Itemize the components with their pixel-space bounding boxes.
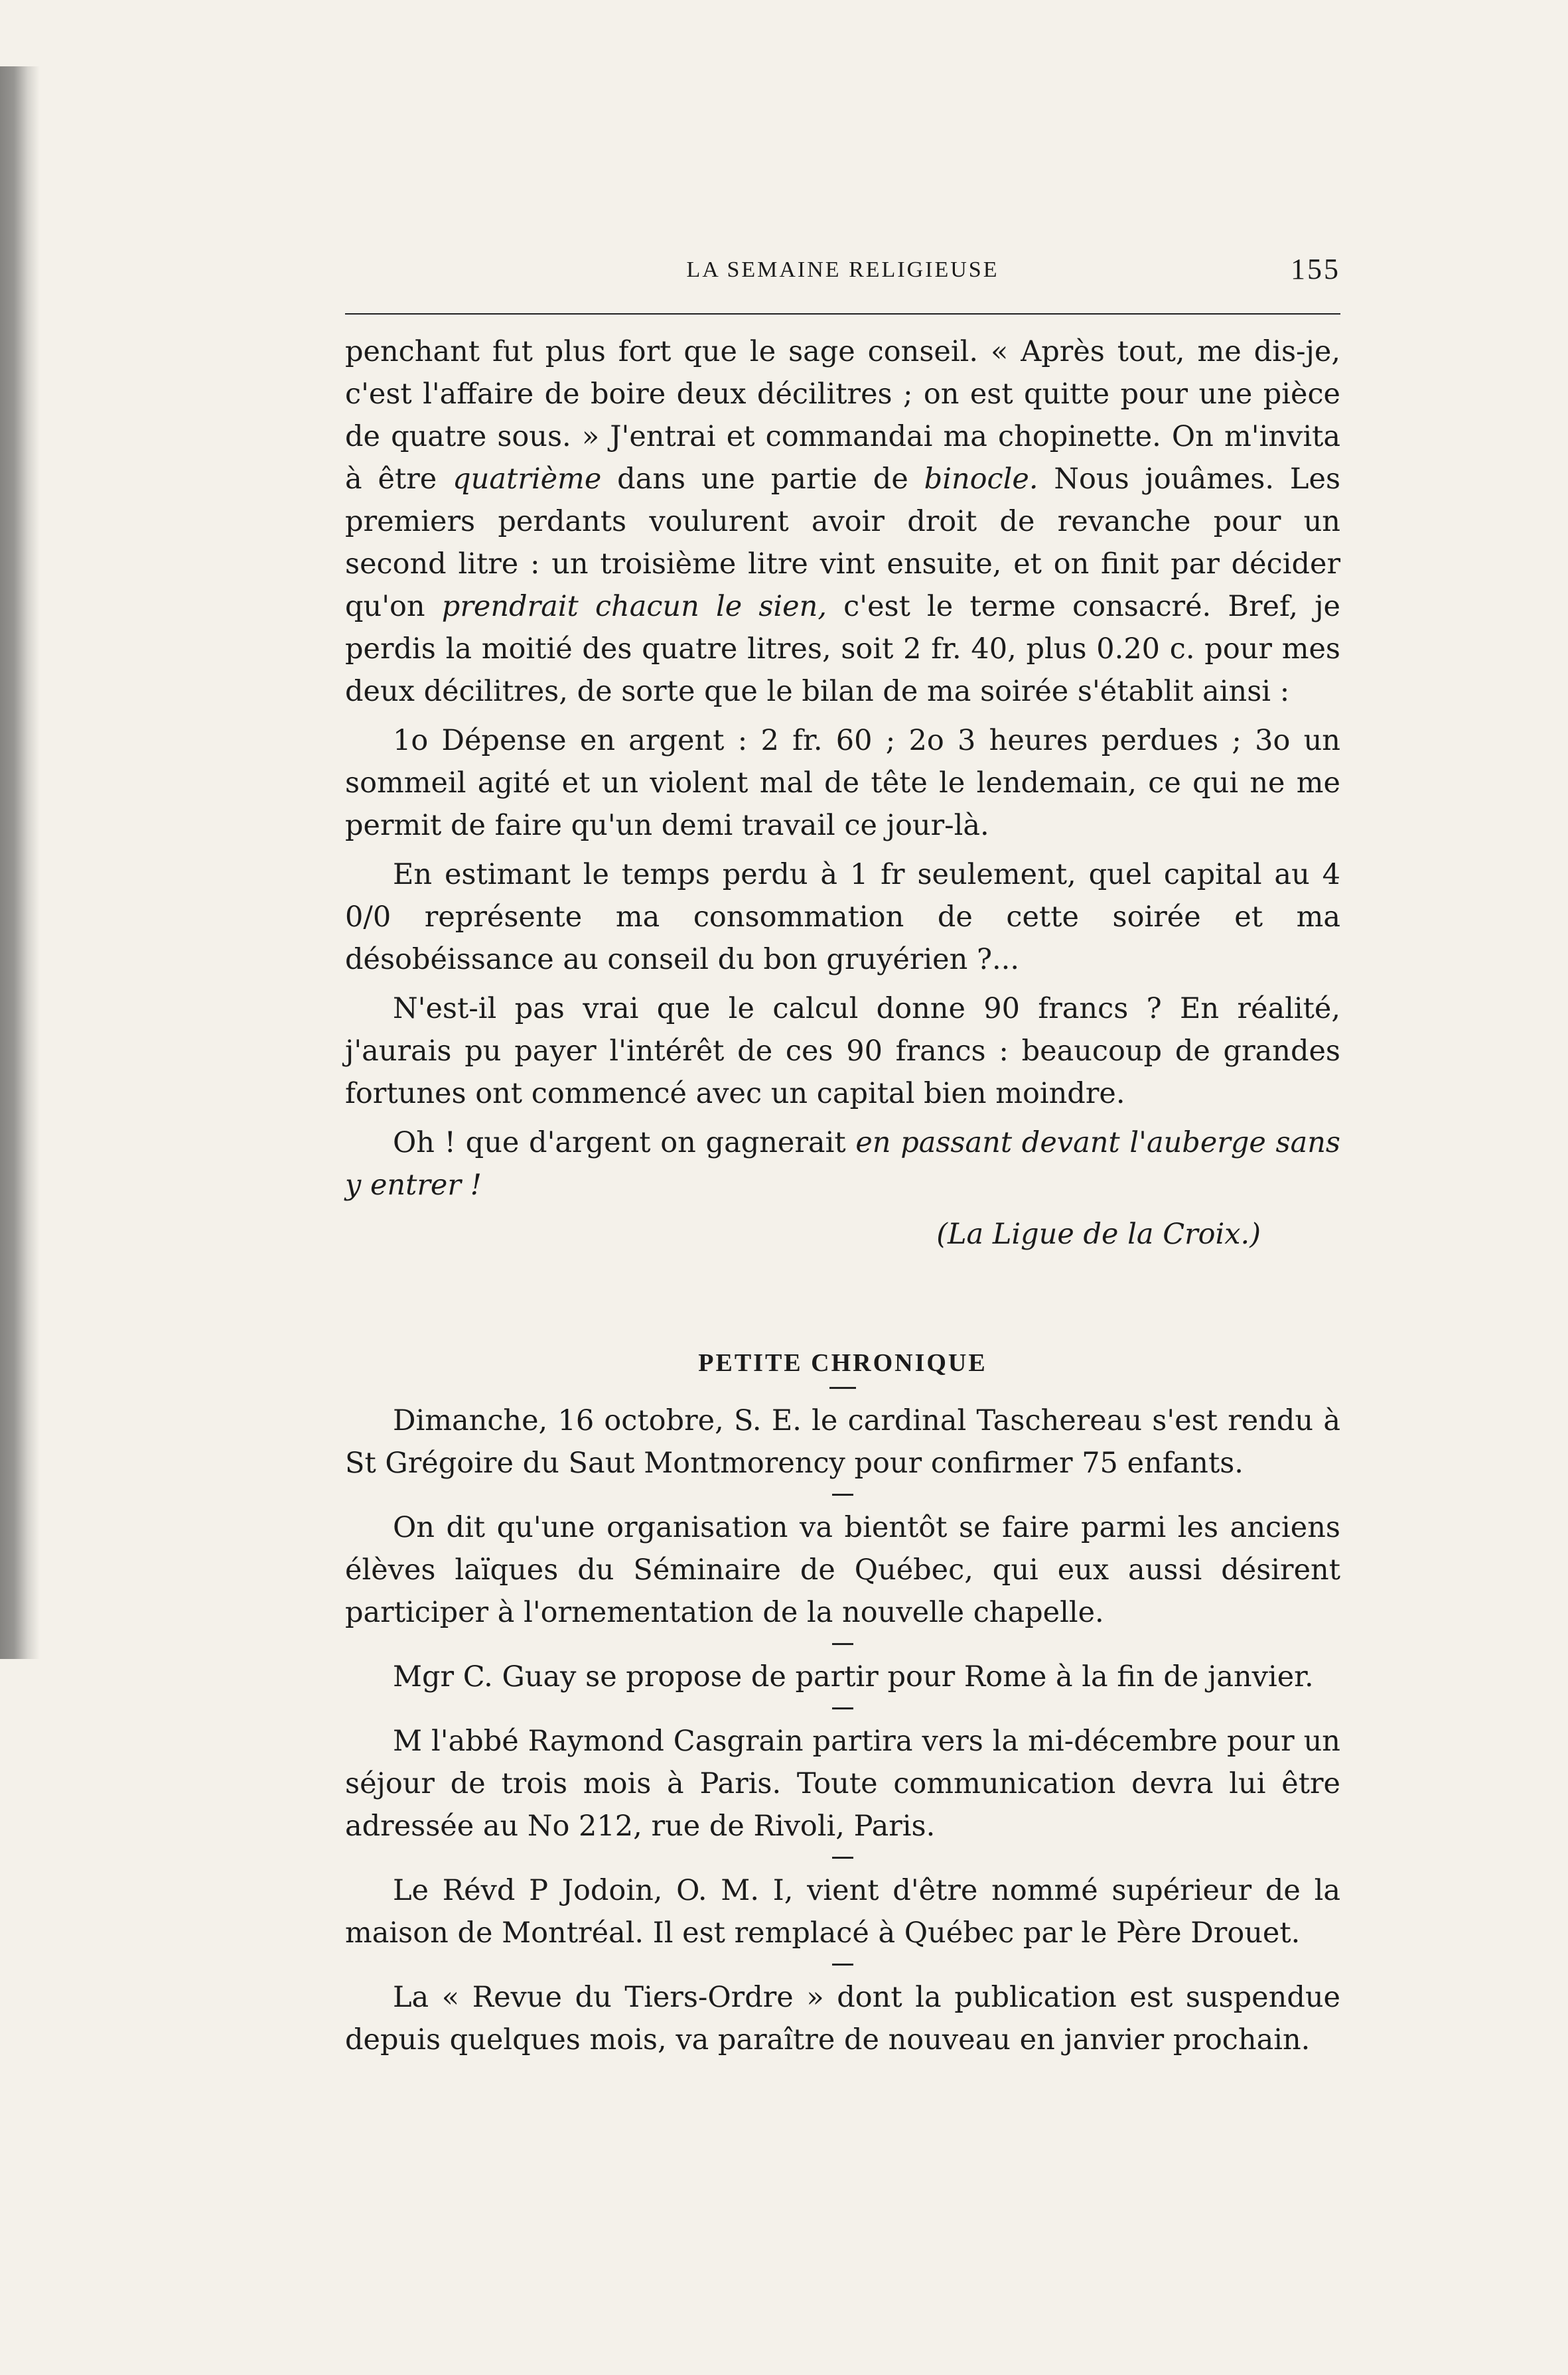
italic-run: en passant devant l'auberge sans y entrer ! — [345, 1126, 1340, 1202]
item-divider — [832, 1494, 853, 1496]
italic-run: quatrième — [453, 463, 602, 496]
item-divider — [832, 1857, 853, 1859]
item-divider — [832, 1964, 853, 1966]
text-run: penchant fut plus fort que le sage conseil. « Après tout, me dis-je, c'est l'affaire de boire deux décilitres ; on est quitte pour une pièce de quatre sous. » J'entrai et commandai ma chopinette. On m'invita à être — [345, 335, 1340, 496]
text-run: Nous jouâmes. Les premiers perdants voulurent avoir droit de revanche pour un second litre : un troisième litre vint ensuite, et on finit par décider qu'on — [345, 463, 1341, 623]
section-divider — [829, 1387, 856, 1389]
header-rule — [345, 313, 1340, 315]
text-run: c'est le terme consacré. Bref, je perdis la moitié des quatre litres, soit 2 fr. 40, plus 0.20 c. pour mes deux décilitres, de sorte que le bilan de ma soirée s'établit ainsi : — [345, 590, 1340, 708]
chronique-item-6: La « Revue du Tiers-Ordre » dont la publication est suspendue depuis quelques mois, va paraître de nouveau en janvier prochain. — [345, 1981, 1340, 2056]
text-column — [345, 252, 1340, 2061]
article-attribution: (La Ligue de la Croix.) — [936, 1218, 1261, 1251]
running-head — [345, 252, 1340, 299]
chronique-item-4: M l'abbé Raymond Casgrain partira vers la mi-décembre pour un séjour de trois mois à Paris. Toute communication devra lui être adressée au No 212, rue de Rivoli, Paris. — [345, 1725, 1340, 1843]
page-number: 155 — [1291, 253, 1340, 285]
chronique-item-1: Dimanche, 16 octobre, S. E. le cardinal Taschereau s'est rendu à St Grégoire du Saut Montmorency pour confirmer 75 enfants. — [345, 1404, 1340, 1480]
item-divider — [832, 1643, 853, 1645]
article-paragraph-2: 1o Dépense en argent : 2 fr. 60 ; 2o 3 heures perdues ; 3o un sommeil agité et un violent mal de tête le lendemain, ce qui ne me permit de faire qu'un demi travail ce jour-là. — [345, 724, 1340, 842]
chronique-item-5: Le Révd P Jodoin, O. M. I, vient d'être nommé supérieur de la maison de Montréal. Il est remplacé à Québec par le Père Drouet. — [345, 1874, 1340, 1950]
article-paragraph-5 — [345, 1121, 1340, 1206]
article-paragraph-4: N'est-il pas vrai que le calcul donne 90 francs ? En réalité, j'aurais pu payer l'intérêt de ces 90 francs : beaucoup de grandes fortunes ont commencé avec un capital bien moindre. — [345, 992, 1340, 1110]
binding-shadow — [0, 66, 40, 1659]
running-title: LA SEMAINE RELIGIEUSE — [686, 257, 999, 282]
text-run: dans une partie de — [601, 463, 924, 496]
chronique-item-3: Mgr C. Guay se propose de partir pour Rome à la fin de janvier. — [393, 1660, 1314, 1693]
chronique-item-2: On dit qu'une organisation va bientôt se faire parmi les anciens élèves laïques du Séminaire de Québec, qui eux aussi désirent participer à l'ornementation de la nouvelle chapelle. — [345, 1511, 1340, 1629]
article-paragraph-3: En estimant le temps perdu à 1 fr seulement, quel capital au 4 0/0 représente ma consommation de cette soirée et ma désobéissance au conseil du bon gruyérien ?... — [345, 858, 1340, 976]
article-paragraph-1 — [345, 330, 1340, 713]
italic-run: binocle. — [924, 463, 1038, 496]
section-title: PETITE CHRONIQUE — [698, 1349, 987, 1377]
italic-run: prendrait chacun le sien, — [441, 590, 827, 623]
text-run: Oh ! que d'argent on gagnerait — [393, 1126, 856, 1159]
item-divider — [832, 1707, 853, 1709]
